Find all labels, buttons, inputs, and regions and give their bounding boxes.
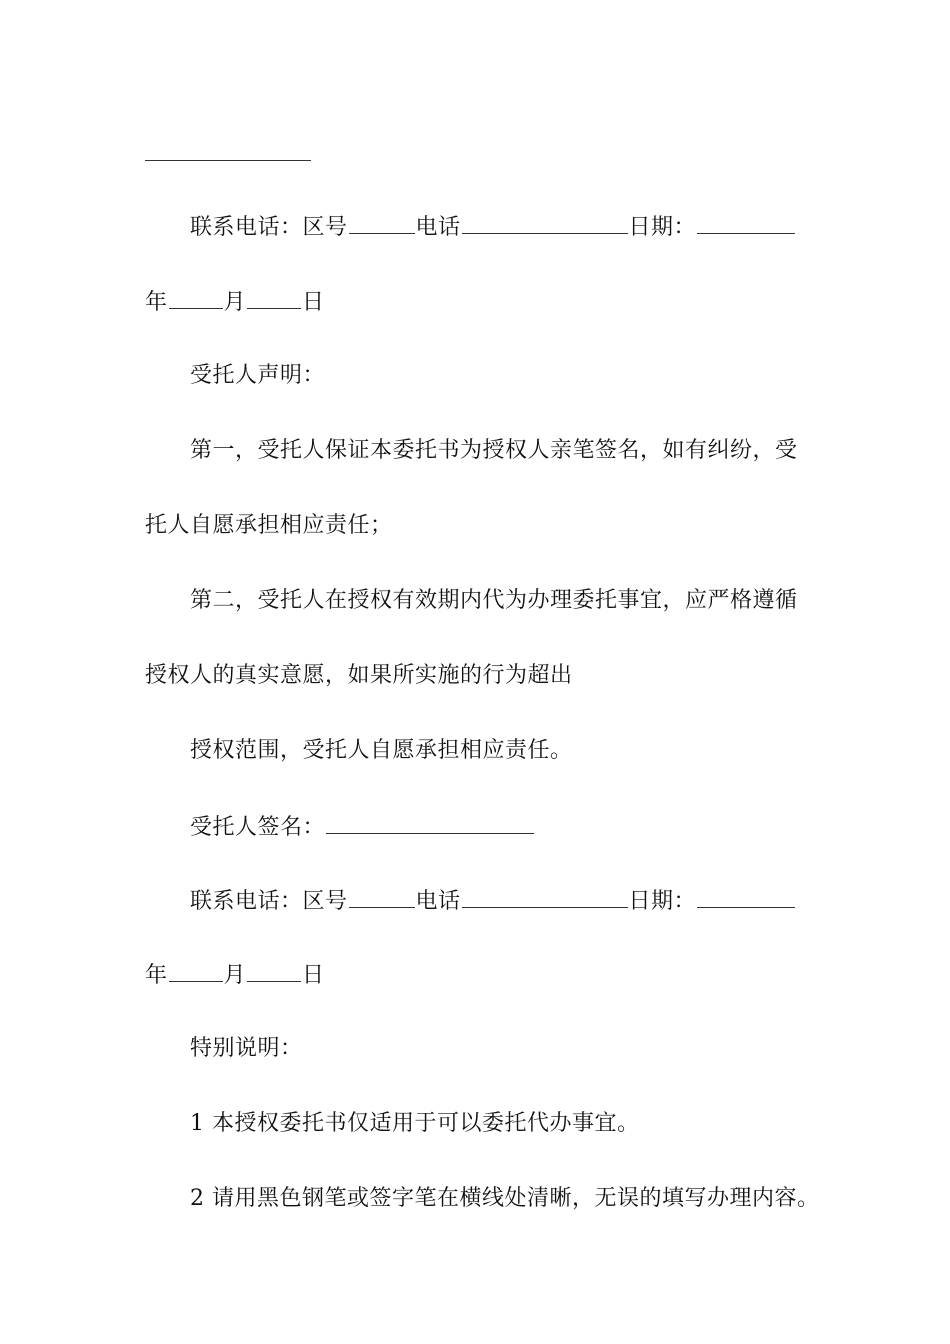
area-code-blank bbox=[349, 211, 415, 234]
clause1-line2: 托人自愿承担相应责任； bbox=[145, 513, 393, 538]
month-label: 月 bbox=[223, 290, 247, 315]
month-blank bbox=[169, 286, 223, 309]
date-line-2 bbox=[145, 959, 325, 989]
day-blank bbox=[247, 286, 301, 309]
month-label: 月 bbox=[223, 963, 247, 988]
year-label: 年 bbox=[145, 290, 168, 315]
day-blank bbox=[247, 959, 301, 982]
clause2-line3: 授权范围，受托人自愿承担相应责任。 bbox=[190, 738, 573, 763]
clause2-line2: 授权人的真实意愿，如果所实施的行为超出 bbox=[145, 663, 573, 688]
day-label: 日 bbox=[302, 963, 325, 988]
date-label: 日期： bbox=[628, 889, 697, 914]
notes-heading: 特别说明： bbox=[190, 1036, 303, 1061]
contact-line-1 bbox=[190, 211, 796, 241]
signature-label: 受托人签名： bbox=[190, 815, 326, 840]
phone-blank bbox=[462, 885, 628, 908]
area-code-blank bbox=[349, 885, 415, 908]
date-line-1 bbox=[145, 286, 325, 316]
clause2-line1: 第二，受托人在授权有效期内代为办理委托事宜，应严格遵循 bbox=[190, 588, 798, 613]
note-item-1: 1 本授权委托书仅适用于可以委托代办事宜。 bbox=[190, 1111, 640, 1136]
signature-line bbox=[190, 811, 535, 841]
phone-label: 电话 bbox=[415, 215, 461, 240]
contact-prefix: 联系电话：区号 bbox=[190, 215, 348, 240]
phone-label: 电话 bbox=[415, 889, 461, 914]
contact-prefix: 联系电话：区号 bbox=[190, 889, 348, 914]
phone-blank bbox=[462, 211, 628, 234]
date-label: 日期： bbox=[628, 215, 697, 240]
clause1-line1: 第一，受托人保证本委托书为授权人亲笔签名，如有纠纷，受 bbox=[190, 438, 798, 463]
declaration-heading: 受托人声明： bbox=[190, 363, 326, 388]
date-blank bbox=[697, 211, 795, 234]
day-label: 日 bbox=[302, 290, 325, 315]
year-label: 年 bbox=[145, 963, 168, 988]
month-blank bbox=[169, 959, 223, 982]
note-item-2: 2 请用黑色钢笔或签字笔在横线处清晰，无误的填写办理内容。 bbox=[190, 1186, 820, 1211]
contact-line-2 bbox=[190, 885, 796, 915]
signature-blank-line bbox=[145, 160, 311, 161]
signature-blank bbox=[326, 811, 534, 834]
date-blank bbox=[697, 885, 795, 908]
